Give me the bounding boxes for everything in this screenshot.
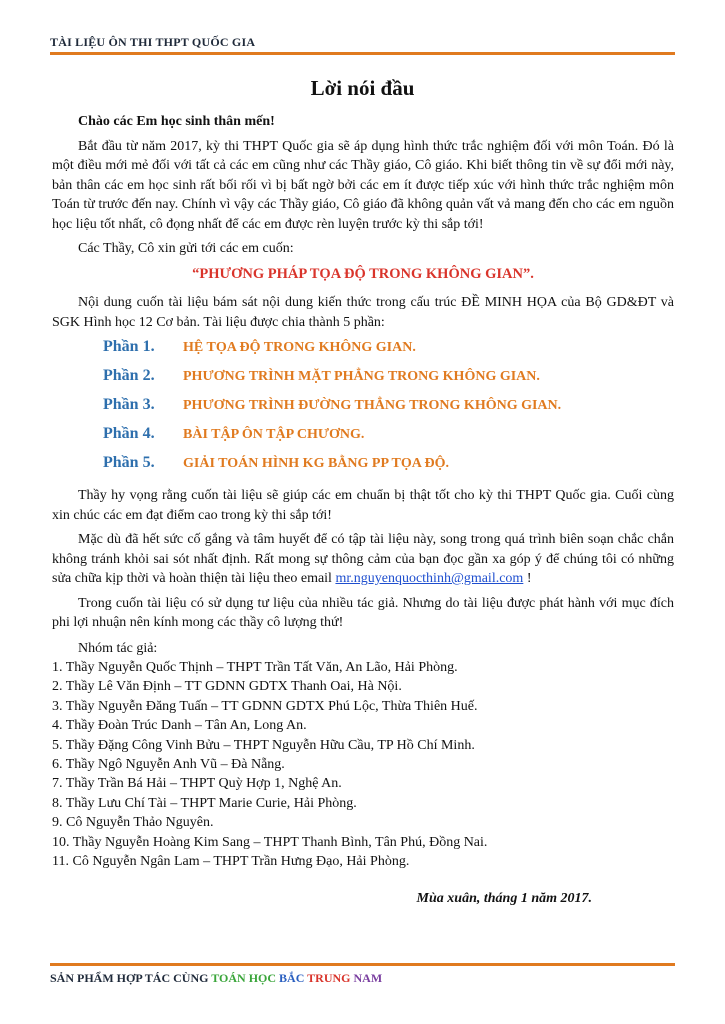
footer-word-toan: TOÁN bbox=[211, 971, 246, 985]
author-item: 11. Cô Nguyễn Ngân Lam – THPT Trần Hưng Đạo, Hải Phòng. bbox=[52, 854, 410, 870]
part-item bbox=[52, 337, 674, 366]
part-label: Phần 4. bbox=[103, 425, 155, 442]
footer-word-hoc: HỌC bbox=[248, 971, 277, 985]
footer-word-nam: NAM bbox=[353, 971, 383, 985]
authors-list bbox=[52, 658, 674, 871]
part-title: PHƯƠNG TRÌNH MẶT PHẲNG TRONG KHÔNG GIAN. bbox=[183, 369, 540, 384]
part-label: Phần 5. bbox=[103, 454, 155, 471]
part-title: BÀI TẬP ÔN TẬP CHƯƠNG. bbox=[183, 427, 365, 442]
page-title: Lời nói đầu bbox=[310, 76, 415, 100]
part-label: Phần 3. bbox=[103, 396, 155, 413]
part-label: Phần 2. bbox=[103, 367, 155, 384]
author-item: 1. Thầy Nguyễn Quốc Thịnh – THPT Trần Tất Văn, An Lão, Hải Phòng. bbox=[52, 660, 458, 675]
part-label: Phần 1. bbox=[103, 338, 155, 355]
part-item bbox=[52, 395, 674, 424]
author-item: 8. Thầy Lưu Chí Tài – THPT Marie Curie, Hải Phòng. bbox=[52, 795, 357, 811]
part-item bbox=[52, 453, 674, 482]
part-title: HỆ TỌA ĐỘ TRONG KHÔNG GIAN. bbox=[183, 340, 416, 355]
footer-divider bbox=[50, 963, 675, 966]
feedback-text: Mặc dù đã hết sức cố gắng và tâm huyết để có tập tài liệu này, song trong quá trình biên soạn chắc chắn không tránh khỏi sai sót nhất định. Rất mong sự thông cảm của bạn đọc gần xa góp ý để chúng tôi có những sửa chữa kịp thời và hoàn thiện tài liệu theo email bbox=[52, 532, 674, 586]
parts-list bbox=[52, 337, 674, 482]
header-divider bbox=[50, 52, 675, 55]
paragraph-content: Nội dung cuốn tài liệu bám sát nội dung kiến thức trong cấu trúc ĐỀ MINH HỌA của Bộ GD&ĐT và SGK Hình học 12 Cơ bản. Tài liệu được chia thành 5 phần: bbox=[52, 295, 674, 330]
paragraph-hope: Thầy hy vọng rằng cuốn tài liệu sẽ giúp các em chuẩn bị thật tốt cho kỳ thi THPT Quốc gia. Cuối cùng xin chúc các em đạt điểm cao trong kỳ thi sắp tới! bbox=[52, 488, 674, 523]
email-link[interactable]: mr.nguyenquocthinh@gmail.com bbox=[335, 571, 524, 586]
part-item bbox=[52, 424, 674, 453]
part-item bbox=[52, 366, 674, 395]
book-title: “PHƯƠNG PHÁP TỌA ĐỘ TRONG KHÔNG GIAN”. bbox=[192, 265, 534, 282]
page-footer bbox=[50, 971, 382, 986]
part-title: PHƯƠNG TRÌNH ĐƯỜNG THẲNG TRONG KHÔNG GIAN. bbox=[183, 398, 562, 413]
footer-word-trung: TRUNG bbox=[307, 971, 351, 985]
footer-prefix: SẢN PHẨM HỢP TÁC CÙNG bbox=[50, 971, 212, 985]
paragraph-book-intro: Các Thầy, Cô xin gửi tới các em cuốn: bbox=[78, 241, 294, 256]
author-item: 4. Thầy Đoàn Trúc Danh – Tân An, Long An. bbox=[52, 718, 307, 734]
footer-word-bac: BẮC bbox=[279, 971, 305, 985]
author-item: 6. Thầy Ngô Nguyễn Anh Vũ – Đà Nẵng. bbox=[52, 757, 285, 773]
page-header: TÀI LIỆU ÔN THI THPT QUỐC GIA bbox=[50, 35, 256, 49]
signoff: Mùa xuân, tháng 1 năm 2017. bbox=[416, 891, 592, 907]
paragraph-credits: Trong cuốn tài liệu có sử dụng tư liệu của nhiều tác giả. Nhưng do tài liệu được phát hành với mục đích phi lợi nhuận nên kính mong các thầy cô lượng thứ! bbox=[52, 595, 674, 630]
paragraph-feedback bbox=[52, 530, 674, 589]
author-item: 3. Thầy Nguyễn Đăng Tuấn – TT GDNN GDTX Phú Lộc, Thừa Thiên Huế. bbox=[52, 698, 478, 714]
feedback-end: ! bbox=[523, 571, 532, 586]
authors-heading: Nhóm tác giả: bbox=[78, 640, 158, 656]
author-item: 5. Thầy Đặng Công Vinh Bửu – THPT Nguyễn Hữu Cầu, TP Hồ Chí Minh. bbox=[52, 737, 475, 753]
document-body bbox=[52, 112, 674, 909]
author-item: 10. Thầy Nguyễn Hoàng Kim Sang – THPT Thanh Bình, Tân Phú, Đồng Nai. bbox=[52, 834, 488, 850]
greeting: Chào các Em học sinh thân mến! bbox=[78, 114, 275, 129]
paragraph-intro: Bắt đầu từ năm 2017, kỳ thi THPT Quốc gia sẽ áp dụng hình thức trắc nghiệm đối với môn Toán. Đó là một điều mới mẻ đối với tất cả các em cũng như các Thầy giáo, Cô giáo. Khi biết thông tin về sự đổi mới này, bản thân các em học sinh rất bối rối vì bị bất ngờ bởi các em ít được tiếp xúc với hình thức trắc nghiệm môn Toán từ trước đến nay. Chính vì vậy các Thầy giáo, Cô giáo đã không quản vất vả mang đến cho các em nguồn học liệu tốt nhất, cô đọng nhất để các em được rèn luyện trước kỳ thi sắp tới! bbox=[52, 138, 674, 232]
part-title: GIẢI TOÁN HÌNH KG BẰNG PP TỌA ĐỘ. bbox=[183, 456, 450, 471]
author-item: 2. Thầy Lê Văn Định – TT GDNN GDTX Thanh Oai, Hà Nội. bbox=[52, 679, 402, 695]
author-item: 7. Thầy Trần Bá Hải – THPT Quỳ Hợp 1, Nghệ An. bbox=[52, 776, 342, 792]
author-item: 9. Cô Nguyễn Thảo Nguyên. bbox=[52, 815, 214, 831]
